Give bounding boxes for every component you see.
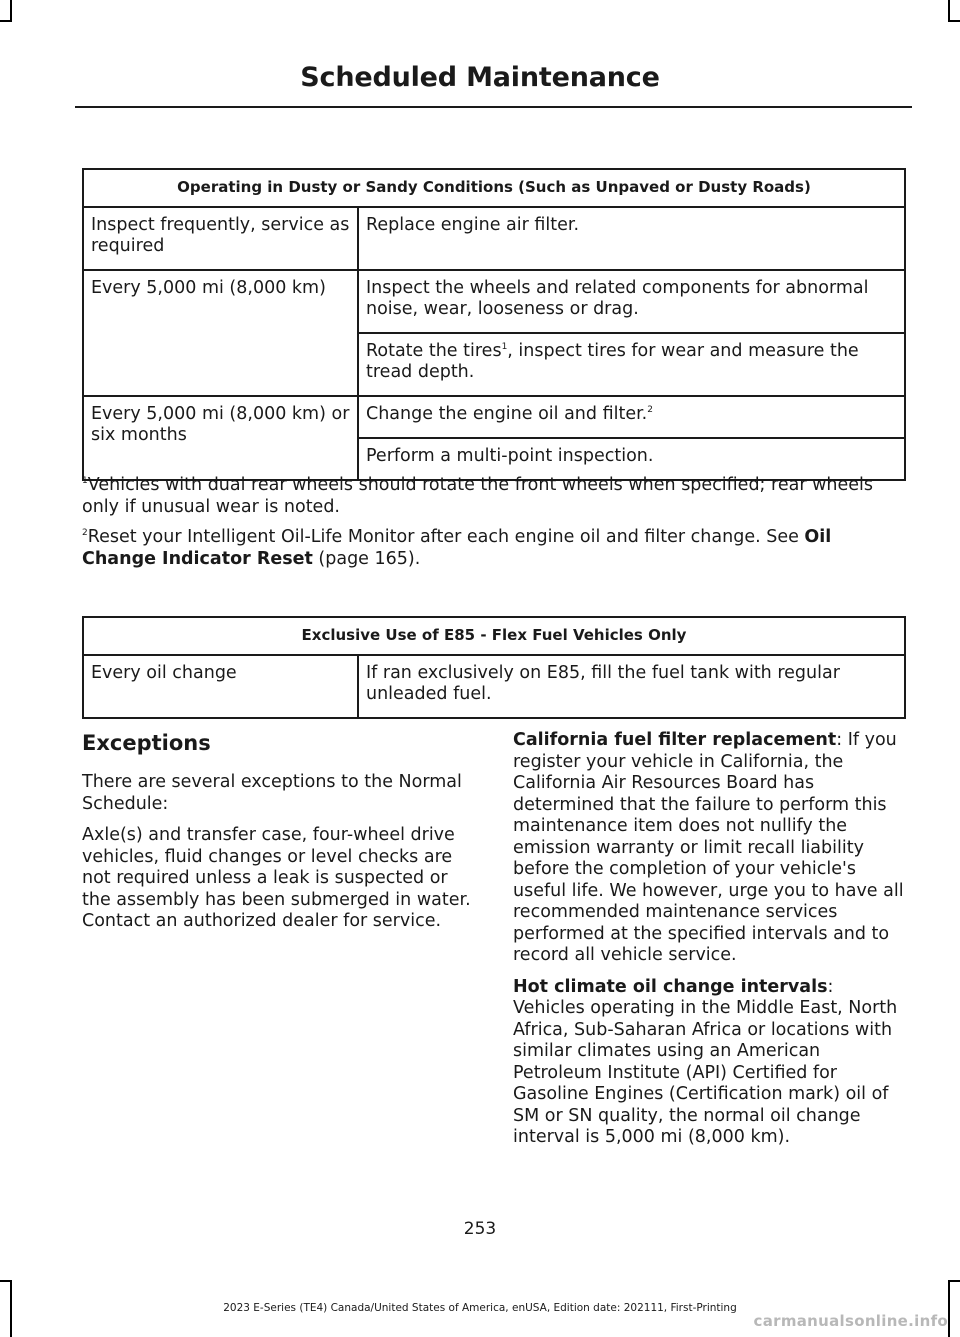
action-cell: If ran exclusively on E85, fill the fuel tank with regular unleaded fuel. [358,655,905,718]
footnote-marker: 1 [501,342,508,352]
table-title: Exclusive Use of E85 - Flex Fuel Vehicles Only [83,617,905,655]
page-number: 253 [463,1219,497,1239]
frequency-cell: Every 5,000 mi (8,000 km) [83,270,358,396]
california-paragraph: California fuel filter replacement: If you register your vehicle in California, the California Air Resources Board has determined that the failure to perform this maintenance item does not nullify the emission warranty or limit recall liability before the completion of your vehicle's useful life. We however, urge you to have all recommended maintenance services performed at the specified intervals and to record all vehicle service. [513,730,904,965]
table-row [83,655,905,718]
action-cell: Inspect the wheels and related components for abnormal noise, wear, looseness or drag. [358,270,905,333]
frequency-cell: Every 5,000 mi (8,000 km) or six months [83,396,358,480]
action-cell: Rotate the tires$^1$, inspect tires for wear and measure the tread depth. [358,333,905,396]
right-column [513,730,908,1159]
e85-table [82,616,906,719]
oil-change-indicator-link[interactable]: Oil Change Indicator Reset [82,527,832,569]
edition-footer: 2023 E-Series (TE4) Canada/United States of America, enUSA, Edition date: 202111, First-Printing [223,1302,737,1314]
exceptions-section [82,718,478,943]
footnote-1: $^1$Vehicles with dual rear wheels should rotate the front wheels when specified; rear wheels only if unusual wear is noted. [82,475,873,517]
table-row [83,270,905,333]
paragraph: There are several exceptions to the Normal Schedule: [82,772,462,814]
frequency-cell: Inspect frequently, service as required [83,207,358,270]
table-title: Operating in Dusty or Sandy Conditions (Such as Unpaved or Dusty Roads) [83,169,905,207]
hot-climate-paragraph: Hot climate oil change intervals: Vehicles operating in the Middle East, North Africa, Sub-Saharan Africa or locations with similar climates using an American Petroleum Institute (API) Certified for Gasoline Engines (Certification mark) oil of SM or SN quality, the normal oil change interval is 5,000 mi (8,000 km). [513,976,898,1147]
crop-mark [0,1280,12,1282]
dusty-conditions-table [82,168,906,481]
crop-mark [948,1280,960,1282]
action-cell: Perform a multi-point inspection. [358,438,905,480]
frequency-cell: Every oil change [83,655,358,718]
crop-mark [948,20,960,22]
footnotes [82,474,908,578]
action-cell: Replace engine air filter. [358,207,905,270]
section-heading: Exceptions [82,731,211,755]
table-row [83,396,905,438]
title-divider [75,106,912,108]
footnote-2: $^2$Reset your Intelligent Oil-Life Monitor after each engine oil and filter change. See Oil Change Indicator Reset (page 165). [82,527,832,569]
table-row [83,207,905,270]
watermark: carmanualsonline.info [753,1312,948,1330]
crop-mark [0,20,12,22]
crop-mark [10,0,12,22]
crop-mark [948,0,950,22]
page-title: Scheduled Maintenance [300,62,660,93]
paragraph: Axle(s) and transfer case, four-wheel drive vehicles, fluid changes or level checks are not required unless a leak is suspected or the assembly has been submerged in water. Contact an authorized dealer for service. [82,825,471,931]
footnote-marker: 2 [647,405,653,415]
action-cell: Change the engine oil and filter.$^2$ [358,396,905,438]
